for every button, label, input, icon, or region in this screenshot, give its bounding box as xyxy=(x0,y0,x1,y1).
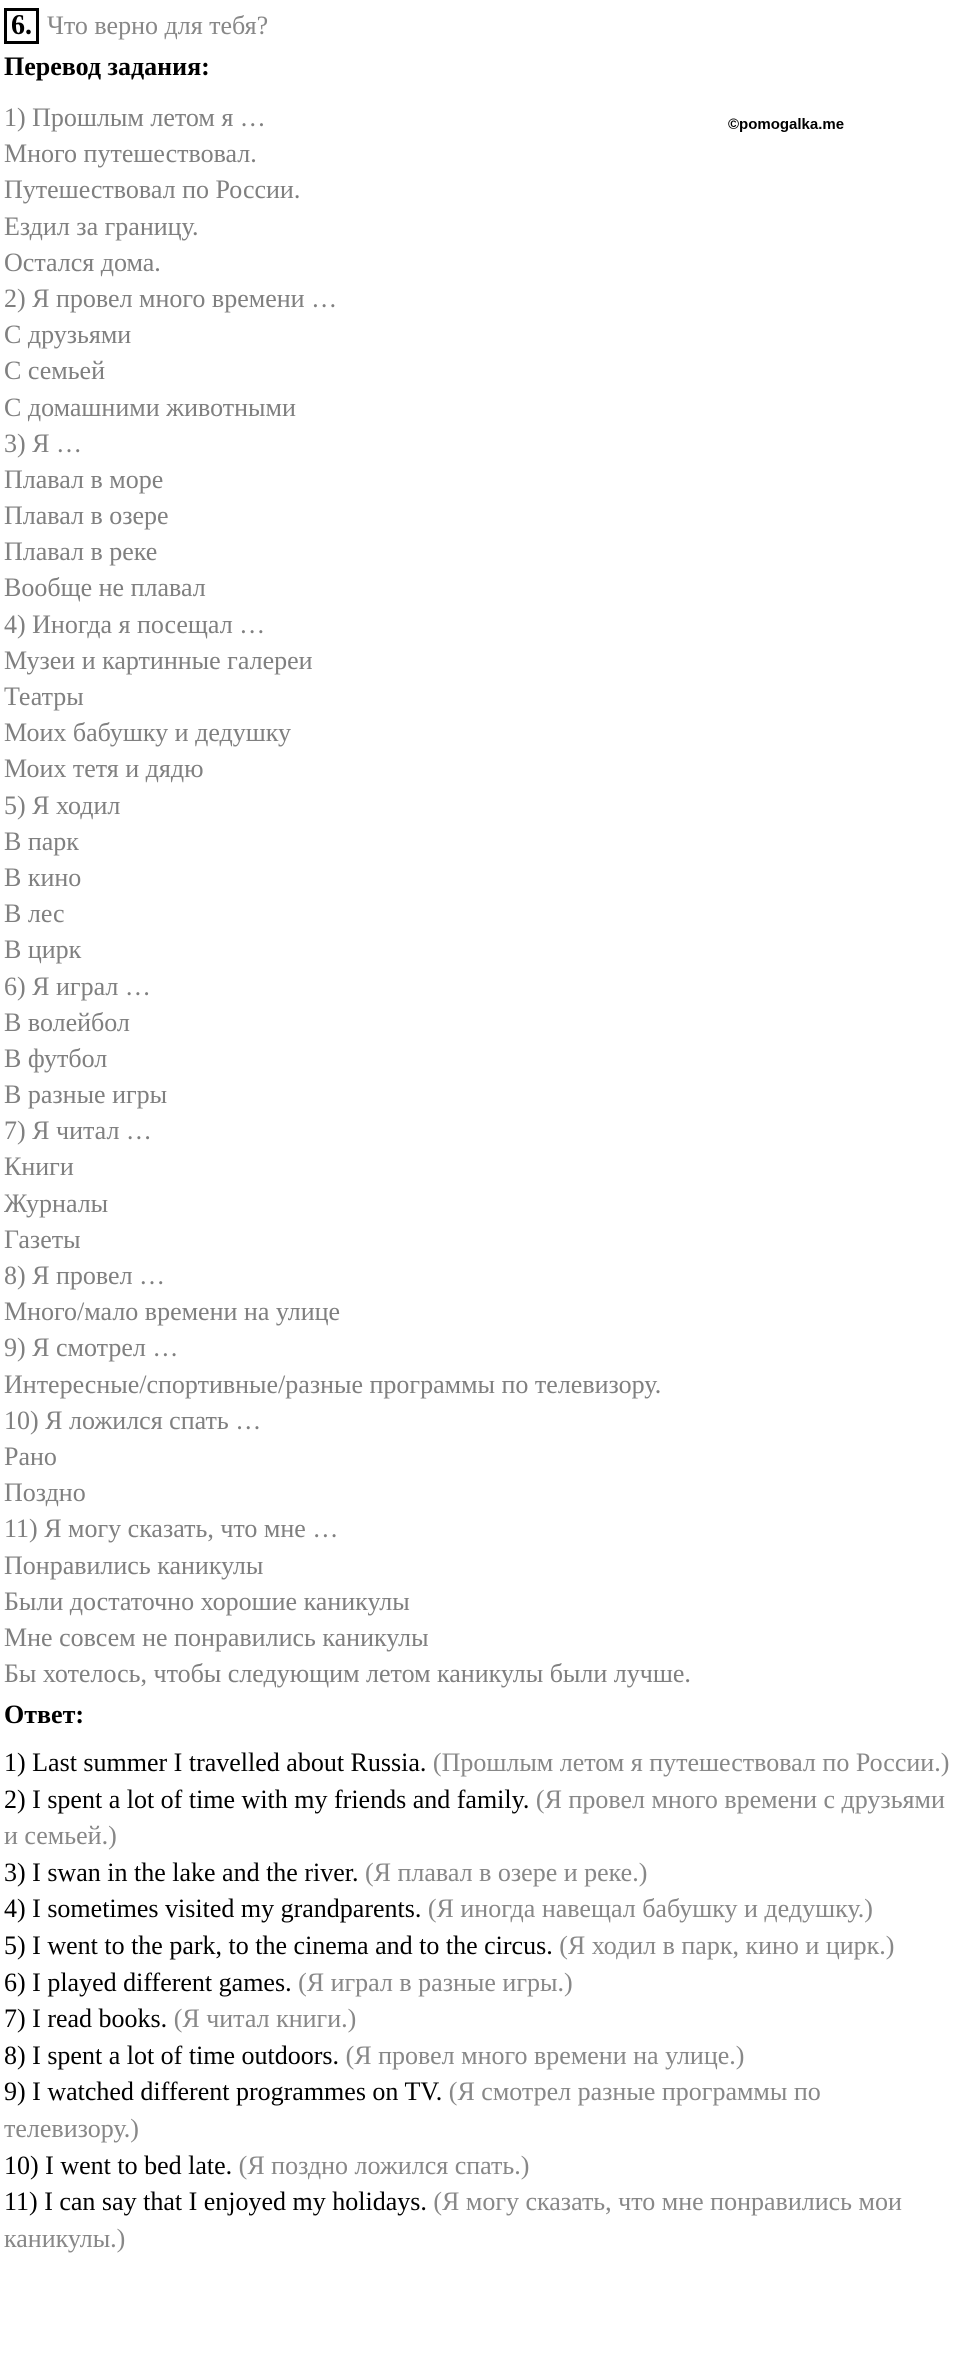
answer-item xyxy=(4,1782,954,1855)
answer-item xyxy=(4,2184,954,2257)
answer-item xyxy=(4,1855,954,1892)
translation-line: Остался дома. xyxy=(4,247,161,277)
answer-english: 5) I went to the park, to the cinema and to the circus. xyxy=(4,1930,553,1960)
translation-line: Моих бабушку и дедушку xyxy=(4,718,292,748)
translation-line: В футбол xyxy=(4,1043,108,1073)
answer-heading: Ответ: xyxy=(4,1700,85,1729)
answer-item xyxy=(4,1745,954,1782)
translation-line: 1) Прошлым летом я … xyxy=(4,103,266,132)
translation-line: Мне совсем не понравились каникулы xyxy=(4,1622,429,1652)
answer-english: 2) I spent a lot of time with my friends and family. xyxy=(4,1784,530,1814)
answer-translation: (Я плавал в озере и реке.) xyxy=(365,1857,648,1887)
translation-line: Газеты xyxy=(4,1224,81,1254)
answer-translation: (Прошлым летом я путешествовал по России.) xyxy=(432,1748,950,1777)
answer-item xyxy=(4,1928,954,1965)
translation-line: Журналы xyxy=(4,1188,109,1218)
answer-english: 4) I sometimes visited my grandparents. xyxy=(4,1894,422,1924)
answer-english: 3) I swan in the lake and the river. xyxy=(4,1857,359,1887)
translation-line: 5) Я ходил xyxy=(4,790,121,820)
translation-line: Плавал в реке xyxy=(4,537,158,567)
answer-english: 7) I read books. xyxy=(4,2004,168,2034)
task-question: Что верно для тебя? xyxy=(47,11,269,40)
answer-translation: (Я могу сказать, что мне понравились мои каникулы.) xyxy=(4,2187,902,2253)
answer-item xyxy=(4,2001,954,2038)
answer-translation: (Я поздно ложился спать.) xyxy=(238,2150,530,2180)
translation-list xyxy=(4,100,954,1692)
answer-english: 6) I played different games. xyxy=(4,1967,292,1997)
translation-line: 11) Я могу сказать, что мне … xyxy=(4,1514,339,1544)
answer-english: 8) I spent a lot of time outdoors. xyxy=(4,2040,340,2070)
answer-item xyxy=(4,2038,954,2075)
translation-line: С домашними животными xyxy=(4,392,296,422)
task-header xyxy=(4,6,268,46)
translation-line: Рано xyxy=(4,1441,57,1471)
translation-line: В разные игры xyxy=(4,1080,168,1110)
answer-english: 11) I can say that I enjoyed my holidays. xyxy=(4,2187,427,2217)
translation-line: Много путешествовал. xyxy=(4,139,257,169)
translation-line: Театры xyxy=(4,682,84,711)
translation-line: Ездил за границу. xyxy=(4,211,199,241)
translation-line: С семьей xyxy=(4,356,106,386)
translation-line: В волейбол xyxy=(4,1007,130,1037)
answer-item xyxy=(4,2074,954,2147)
answer-list xyxy=(4,1745,954,2257)
translation-line: С друзьями xyxy=(4,320,132,350)
translation-line: Путешествовал по России. xyxy=(4,175,301,205)
task-number: 6. xyxy=(4,8,39,44)
translation-line: В цирк xyxy=(4,935,82,965)
translation-line: В парк xyxy=(4,826,79,856)
translation-line: Плавал в море xyxy=(4,464,164,494)
answer-translation: (Я провел много времени на улице.) xyxy=(345,2040,745,2070)
watermark: ©pomogalka.me xyxy=(728,116,845,133)
answer-translation: (Я смотрел разные программы по телевизору.) xyxy=(4,2077,821,2143)
translation-line: Бы хотелось, чтобы следующим летом каникулы были лучше. xyxy=(4,1659,691,1689)
answer-translation: (Я читал книги.) xyxy=(173,2004,357,2034)
translation-line: Музеи и картинные галереи xyxy=(4,645,313,675)
answer-english: 10) I went to bed late. xyxy=(4,2150,233,2180)
translation-line: 10) Я ложился спать … xyxy=(4,1405,262,1435)
translation-line: 4) Иногда я посещал … xyxy=(4,609,266,639)
translation-line: 9) Я смотрел … xyxy=(4,1333,179,1363)
translation-line: Поздно xyxy=(4,1478,86,1508)
translation-line: Интересные/спортивные/разные программы по телевизору. xyxy=(4,1369,662,1399)
answer-translation: (Я иногда навещал бабушку и дедушку.) xyxy=(427,1894,873,1924)
answer-translation: (Я провел много времени с друзьями и семьей.) xyxy=(4,1784,945,1851)
answer-item xyxy=(4,2148,954,2185)
answer-english: 1) Last summer I travelled about Russia. xyxy=(4,1748,427,1777)
translation-line: Были достаточно хорошие каникулы xyxy=(4,1586,410,1616)
translation-line: Моих тетя и дядю xyxy=(4,754,204,784)
translation-line: 3) Я … xyxy=(4,428,82,458)
translation-line: 8) Я провел … xyxy=(4,1261,166,1290)
translation-heading: Перевод задания: xyxy=(4,52,210,81)
translation-line: В кино xyxy=(4,862,82,892)
translation-line: 6) Я играл … xyxy=(4,971,151,1001)
translation-line: Вообще не плавал xyxy=(4,573,206,603)
translation-line: Плавал в озере xyxy=(4,501,169,531)
answer-english: 9) I watched different programmes on TV. xyxy=(4,2077,443,2107)
translation-line: Книги xyxy=(4,1152,74,1182)
answer-item xyxy=(4,1965,954,2002)
translation-line: 7) Я читал … xyxy=(4,1116,152,1146)
translation-line: Много/мало времени на улице xyxy=(4,1297,341,1327)
answer-item xyxy=(4,1891,954,1928)
answer-translation: (Я играл в разные игры.) xyxy=(298,1967,573,1997)
translation-line: Понравились каникулы xyxy=(4,1550,264,1580)
translation-line: 2) Я провел много времени … xyxy=(4,283,338,313)
answer-translation: (Я ходил в парк, кино и цирк.) xyxy=(559,1930,895,1960)
translation-line: В лес xyxy=(4,899,65,929)
